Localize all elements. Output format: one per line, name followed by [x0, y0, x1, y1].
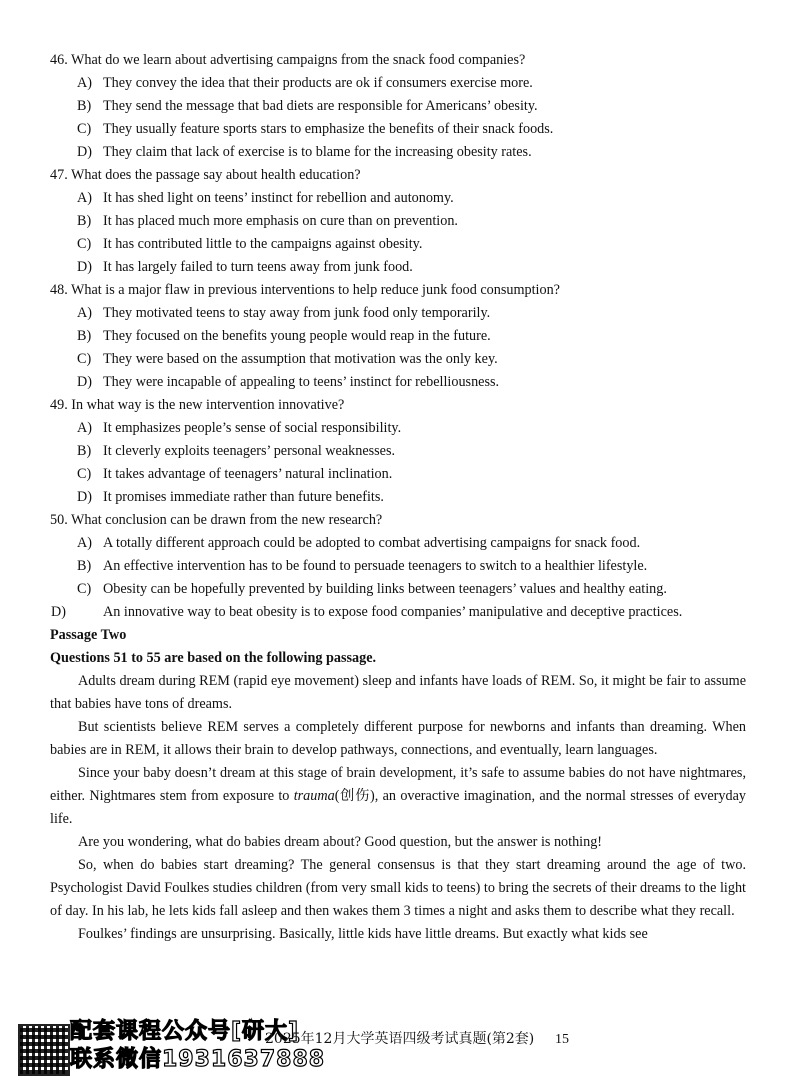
option-text: It has shed light on teens’ instinct for rebellion and autonomy.	[103, 190, 454, 206]
passage-heading: Passage Two	[50, 627, 127, 643]
question-stem: 49. In what way is the new intervention innovative?	[50, 397, 345, 413]
option-text: It cleverly exploits teenagers’ personal weaknesses.	[103, 443, 396, 459]
option-text: They focused on the benefits young people would reap in the future.	[103, 328, 491, 344]
option-text: It has placed much more emphasis on cure than on prevention.	[103, 213, 458, 229]
option-letter: D)	[77, 259, 92, 275]
option-letter: B)	[77, 98, 92, 114]
watermark-line-2: 联系微信1931637888	[70, 1047, 326, 1072]
answer-option	[50, 463, 746, 486]
option-text: They motivated teens to stay away from junk food only temporarily.	[103, 305, 491, 321]
answer-option	[50, 302, 746, 325]
answer-option	[50, 95, 746, 118]
passage-paragraph-2: But scientists believe REM serves a completely different purpose for newborns and infants than dreaming. When babies are in REM, it allows their brain to develop pathways, connections, and eventually, learn languages.	[50, 719, 746, 758]
option-text: An effective intervention has to be found to persuade teenagers to switch to a healthier lifestyle.	[103, 558, 648, 574]
option-text: A totally different approach could be adopted to combat advertising campaigns for snack food.	[103, 535, 641, 551]
option-letter: B)	[77, 213, 92, 229]
qr-code-icon	[18, 1024, 70, 1076]
watermark-line-1: 配套课程公众号[研大]	[70, 1019, 300, 1044]
option-text: They send the message that bad diets are responsible for Americans’ obesity.	[103, 98, 538, 114]
option-text: They claim that lack of exercise is to blame for the increasing obesity rates.	[103, 144, 532, 160]
option-text: They usually feature sports stars to emphasize the benefits of their snack foods.	[103, 121, 554, 137]
answer-option	[50, 578, 746, 601]
passage-instruction: Questions 51 to 55 are based on the following passage.	[50, 650, 377, 666]
answer-option	[50, 417, 746, 440]
page-footer	[0, 1018, 800, 1080]
answer-option	[50, 233, 746, 256]
question-stem: 47. What does the passage say about health education?	[50, 167, 361, 183]
option-letter: D)	[77, 144, 92, 160]
answer-option	[50, 555, 746, 578]
option-letter: A)	[77, 535, 92, 551]
para3-gloss: (创伤)	[334, 788, 375, 804]
answer-option	[50, 371, 746, 394]
option-text: They were based on the assumption that motivation was the only key.	[103, 351, 498, 367]
answer-option	[50, 486, 746, 509]
option-letter: D)	[77, 489, 92, 505]
answer-option	[50, 440, 746, 463]
passage-paragraph-3	[50, 762, 746, 831]
answer-option	[50, 256, 746, 279]
exam-source: 2025年12月大学英语四级考试真题(第2套)	[265, 1031, 535, 1047]
option-text: An innovative way to beat obesity is to expose food companies’ manipulative and deceptive practices.	[103, 604, 683, 620]
para3-text-before: Since your baby doesn’t dream at this stage of brain development, it’s safe to assume babies do not have nightmares, either. Nightmares stem from exposure to	[50, 765, 746, 804]
para3-text-after: , an overactive imagination, and the normal stresses of everyday life.	[50, 788, 746, 827]
option-letter: D)	[51, 604, 66, 620]
passage-paragraph-1: Adults dream during REM (rapid eye movement) sleep and infants have loads of REM. So, it might be fair to assume that babies have tons of dreams.	[50, 673, 746, 712]
option-letter: A)	[77, 190, 92, 206]
passage-paragraph-4: Are you wondering, what do babies dream about? Good question, but the answer is nothing!	[78, 834, 603, 850]
exam-page	[50, 49, 746, 946]
answer-option	[50, 187, 746, 210]
passage-paragraph-6: Foulkes’ findings are unsurprising. Basically, little kids have little dreams. But exactly what kids see	[78, 926, 648, 942]
option-text: They convey the idea that their products are ok if consumers exercise more.	[103, 75, 533, 91]
option-text: They were incapable of appealing to teens’ instinct for rebelliousness.	[103, 374, 500, 390]
para3-term: trauma	[293, 788, 335, 804]
answer-option	[50, 601, 746, 624]
answer-option	[50, 210, 746, 233]
option-letter: C)	[77, 121, 92, 137]
answer-option	[50, 348, 746, 371]
option-letter: D)	[77, 374, 92, 390]
answer-option	[50, 532, 746, 555]
question-stem: 48. What is a major flaw in previous interventions to help reduce junk food consumption?	[50, 282, 560, 298]
passage-paragraph-5: So, when do babies start dreaming? The general consensus is that they start dreaming around the age of two. Psychologist David Foulkes studies children (from very small kids to teens) to bring the secrets of their dreams to the light of day. In his lab, he lets kids fall asleep and then wakes them 3 times a night and asks them to describe what they recall.	[50, 857, 746, 919]
option-letter: C)	[77, 236, 92, 252]
answer-option	[50, 325, 746, 348]
option-text: It takes advantage of teenagers’ natural inclination.	[103, 466, 393, 482]
option-text: It has contributed little to the campaigns against obesity.	[103, 236, 423, 252]
option-text: It promises immediate rather than future benefits.	[103, 489, 384, 505]
option-letter: B)	[77, 558, 92, 574]
answer-option	[50, 118, 746, 141]
option-text: It emphasizes people’s sense of social responsibility.	[103, 420, 402, 436]
option-text: Obesity can be hopefully prevented by building links between teenagers’ values and healthy eating.	[103, 581, 667, 597]
option-letter: B)	[77, 443, 92, 459]
answer-option	[50, 72, 746, 95]
question-stem: 50. What conclusion can be drawn from the new research?	[50, 512, 383, 528]
question-stem: 46. What do we learn about advertising campaigns from the snack food companies?	[50, 52, 526, 68]
option-letter: A)	[77, 75, 92, 91]
question-list	[50, 49, 746, 624]
option-letter: A)	[77, 305, 92, 321]
answer-option	[50, 141, 746, 164]
page-number: 15	[555, 1032, 569, 1047]
option-letter: C)	[77, 581, 92, 597]
option-letter: C)	[77, 351, 92, 367]
option-letter: B)	[77, 328, 92, 344]
option-text: It has largely failed to turn teens away from junk food.	[103, 259, 413, 275]
option-letter: C)	[77, 466, 92, 482]
option-letter: A)	[77, 420, 92, 436]
